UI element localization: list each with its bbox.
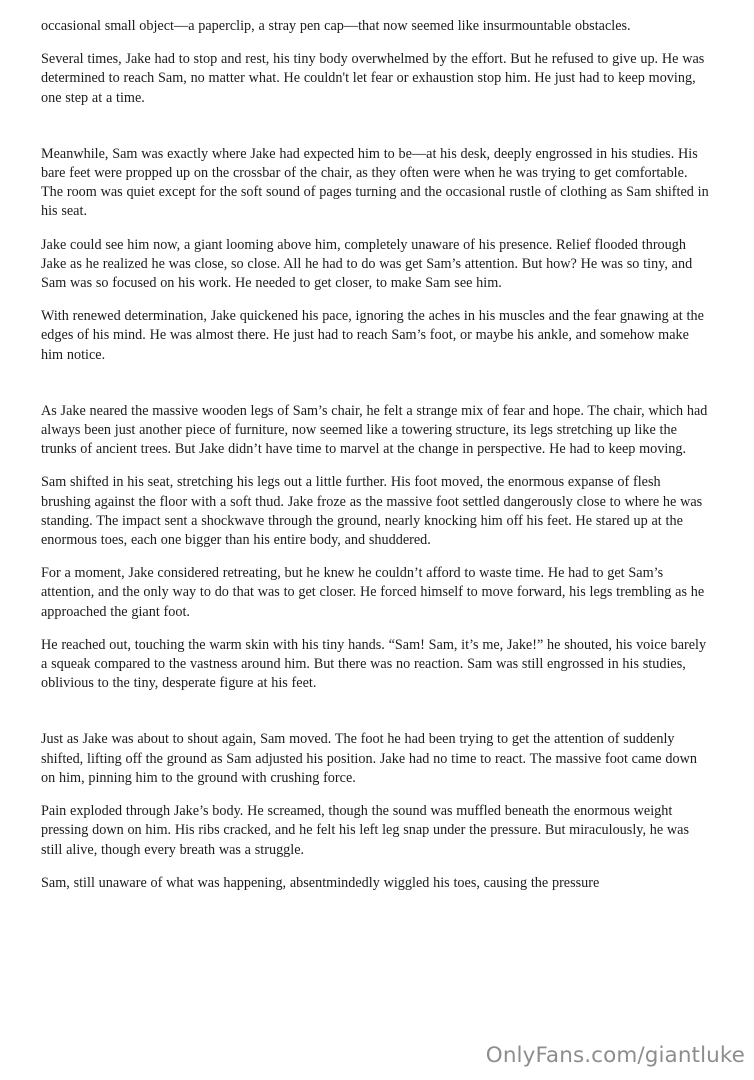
watermark-bar xyxy=(0,1028,754,1080)
paragraph: Sam shifted in his seat, stretching his legs out a little further. His foot moved, the enormous expanse of flesh brushing against the floor with a soft thud. Jake froze as the massive foot settled dangerously close to where he was standing. The impact sent a shockwave through the ground, nearly knocking him off his feet. He stared up at the enormous toes, each one bigger than his entire body, and shuddered. xyxy=(41,474,703,549)
paragraph: Sam, still unaware of what was happening, absentmindedly wiggled his toes, causing the pressure xyxy=(41,874,600,891)
paragraph: For a moment, Jake considered retreating, but he knew he couldn’t afford to waste time. He had to get Sam’s attention, and the only way to do that was to get closer. He forced himself to move forward, his legs trembling as he approached the giant foot. xyxy=(41,565,705,620)
paragraph: With renewed determination, Jake quickened his pace, ignoring the aches in his muscles and the fear gnawing at the edges of his mind. He was almost there. He just had to reach Sam’s foot, or maybe his ankle, and somehow make him notice. xyxy=(41,308,704,363)
paragraph: Meanwhile, Sam was exactly where Jake had expected him to be—at his desk, deeply engrossed in his studies. His bare feet were propped up on the crossbar of the chair, as they often were when he was trying to get comfortable. The room was quiet except for the soft sound of pages turning and the occasional rustle of clothing as Sam shifted in his seat. xyxy=(41,145,709,220)
paragraph: Several times, Jake had to stop and rest, his tiny body overwhelmed by the effort. But he refused to give up. He was determined to reach Sam, no matter what. He couldn't let fear or exhaustion stop him. He just had to keep moving, one step at a time. xyxy=(41,51,705,106)
paragraph: He reached out, touching the warm skin with his tiny hands. “Sam! Sam, it’s me, Jake!” he shouted, his voice barely a squeak compared to the vastness around him. But there was no reaction. Sam was still engrossed in his studies, oblivious to the tiny, desperate figure at his feet. xyxy=(41,636,707,692)
paragraph: occasional small object—a paperclip, a stray pen cap—that now seemed like insurmountable obstacles. xyxy=(41,18,631,34)
story-text-column xyxy=(41,17,712,893)
paragraph: Jake could see him now, a giant looming above him, completely unaware of his presence. Relief flooded through Jake as he realized he was close, so close. All he had to do was get Sam’s attention. But how? He was so tiny, and Sam was so focused on his work. He needed to get closer, to make Sam see him. xyxy=(41,236,693,292)
paragraph: Pain exploded through Jake’s body. He screamed, though the sound was muffled beneath the enormous weight pressing down on him. His ribs cracked, and he felt his left leg snap under the pressure. But miraculously, he was still alive, though every breath was a struggle. xyxy=(41,803,690,858)
paragraph: As Jake neared the massive wooden legs of Sam’s chair, he felt a strange mix of fear and hope. The chair, which had always been just another piece of furniture, now seemed like a towering structure, its legs stretching up like the trunks of ancient trees. But Jake didn’t have time to marvel at the change in perspective. He had to keep moving. xyxy=(41,402,708,458)
watermark-label: OnlyFans.com/giantluke xyxy=(485,1043,745,1068)
paragraph: Just as Jake was about to shout again, Sam moved. The foot he had been trying to get the attention of suddenly shifted, lifting off the ground as Sam adjusted his position. Jake had no time to react. The massive foot came down on him, pinning him to the ground with crushing force. xyxy=(41,731,697,786)
